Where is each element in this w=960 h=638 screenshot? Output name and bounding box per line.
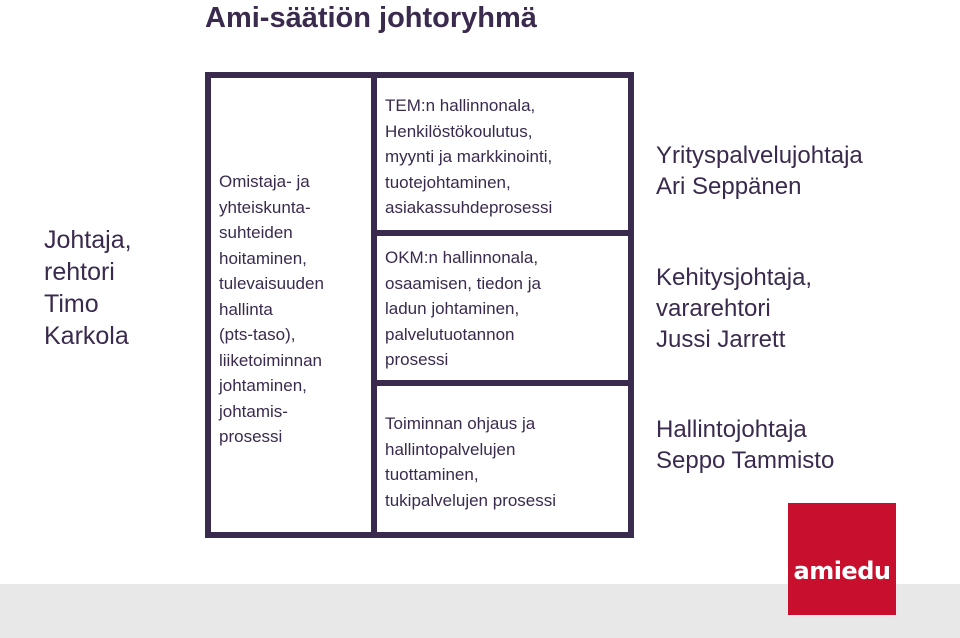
middle-box-section-1: TEM:n hallinnonala, Henkilöstökoulutus, myynti ja markkinointi, tuotejohtaminen, asiakassuhdeprosessi — [385, 96, 553, 217]
page-title: Ami-säätiön johtoryhmä — [205, 2, 537, 34]
amiedu-logo — [788, 503, 896, 615]
middle-box-divider-1 — [371, 230, 634, 236]
middle-box-section-2: OKM:n hallinnonala, osaamisen, tiedon ja ladun johtaminen, palvelutuotannon prosessi — [385, 248, 541, 369]
left-box-text: Omistaja- ja yhteiskunta- suhteiden hoitaminen, tulevaisuuden hallinta (pts-taso), liiketoiminnan johtaminen, johtamis- prosessi — [219, 172, 324, 446]
middle-box-section-3: Toiminnan ohjaus ja hallintopalvelujen tuottaminen, tukipalvelujen prosessi — [385, 414, 557, 510]
person-business-services: Yrityspalvelujohtaja Ari Seppänen — [656, 142, 863, 200]
middle-box-divider-2 — [371, 380, 634, 386]
logo-text: amiedu — [793, 557, 891, 585]
person-development: Kehitysjohtaja, vararehtori Jussi Jarrett — [656, 264, 813, 353]
leader-label: Johtaja, rehtori Timo Karkola — [44, 226, 132, 350]
person-administration: Hallintojohtaja Seppo Tammisto — [656, 416, 835, 474]
